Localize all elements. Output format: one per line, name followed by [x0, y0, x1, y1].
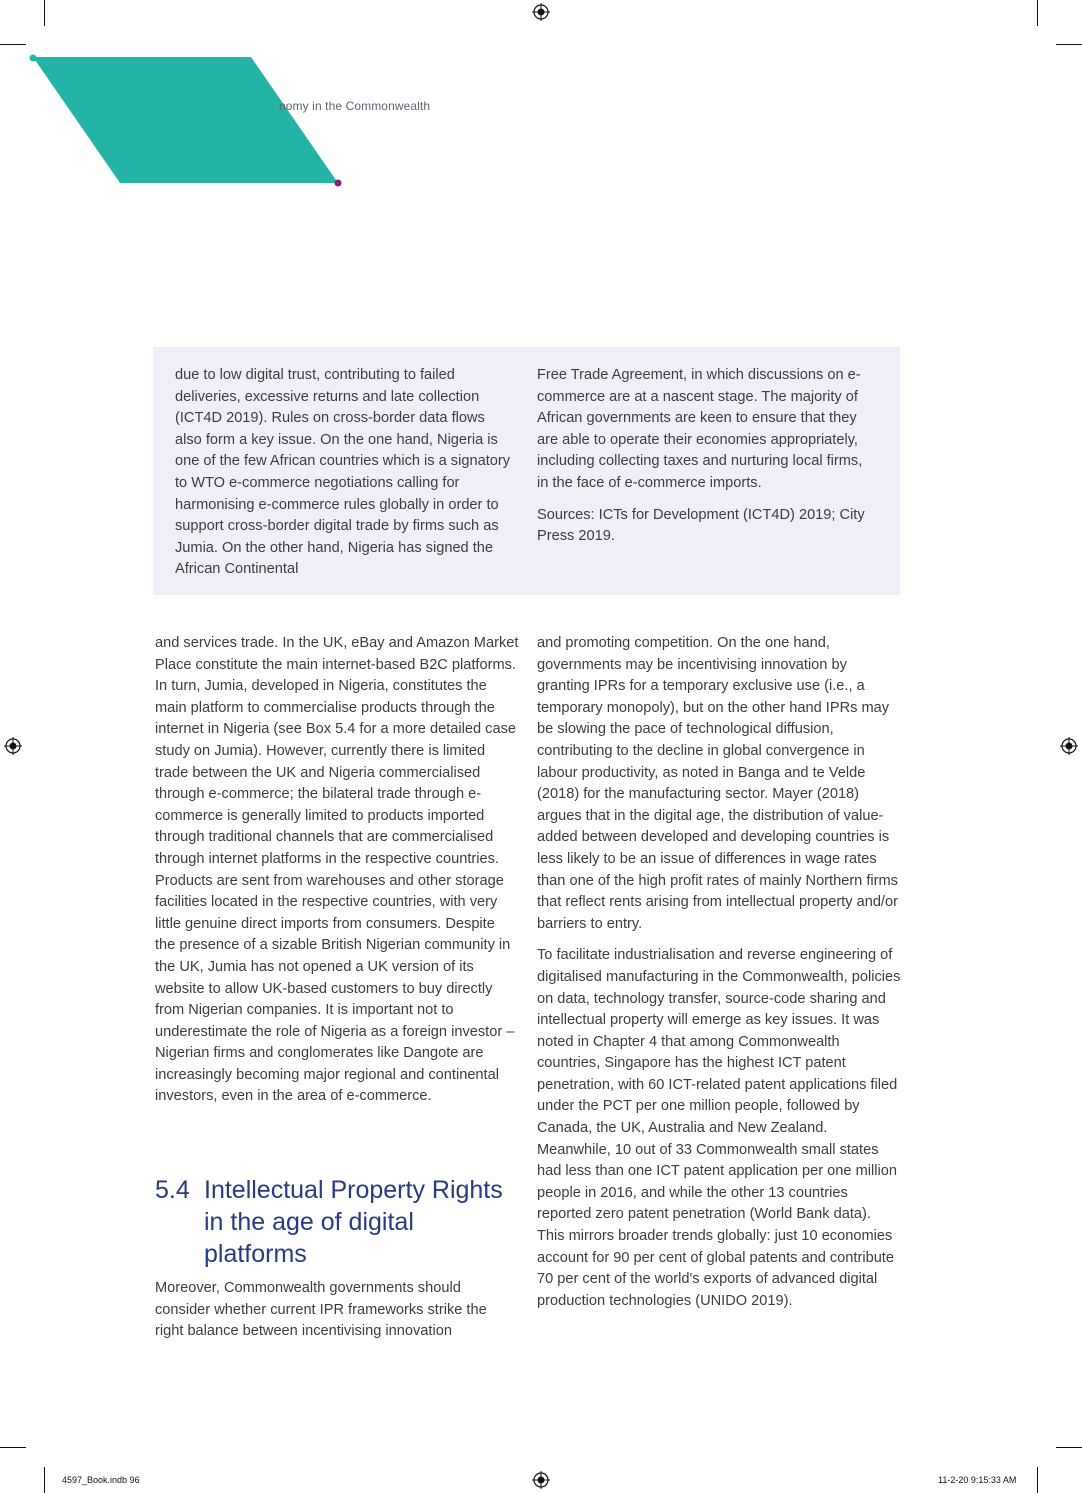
crop-mark	[1037, 0, 1038, 26]
print-timestamp: 11-2-20 9:15:33 AM	[938, 1475, 1017, 1485]
crop-mark	[1056, 1447, 1082, 1448]
body-paragraph: and promoting competition. On the one hand, governments may be incentivising innovation by granting IPRs for a temporary exclusive use (i.e., a temporary monopoly), but on the other hand IPRs may be slowing the pace of technological diffusion, contributing to the decline in global convergence in labour productivity, as noted in Banga and te Velde (2018) for the manufacturing sector. Mayer (2018) argues that in the digital age, the distribution of value-added between developed and developing countries is less likely to be an issue of differences in wage rates than one of the high profit rates of mainly Northern firms that reflect rents arising from intellectual property and/or barriers to entry.	[537, 635, 898, 932]
running-head: nomy in the Commonwealth	[279, 99, 431, 113]
body-right-column	[537, 633, 902, 1322]
crop-mark	[1037, 1467, 1038, 1493]
box-paragraph: Free Trade Agreement, in which discussions on e-commerce are at a nascent stage. The majority of African governments are keen to ensure that they are able to operate their economies appropriately, including collecting taxes and nurturing local firms, in the face of e-commerce imports.	[537, 367, 863, 491]
section-number: 5.4	[155, 1176, 190, 1204]
crop-mark	[1056, 44, 1082, 45]
box-paragraph: due to low digital trust, contributing to failed deliveries, excessive returns and late collection (ICT4D 2019). Rules on cross-border data flows also form a key issue. On the one hand, Nigeria is one of the few African countries which is a signatory to WTO e-commerce negotiations calling for harmonising e-commerce rules globally in order to support cross-border digital trade by firms such as Jumia. On the other hand, Nigeria has signed the African Continental	[175, 367, 511, 578]
crop-mark	[0, 1447, 26, 1448]
file-info: 4597_Book.indb 96	[62, 1475, 140, 1485]
registration-mark-icon	[1060, 737, 1078, 755]
registration-mark-icon	[4, 737, 22, 755]
registration-mark-icon	[532, 3, 550, 21]
body-paragraph: and services trade. In the UK, eBay and Amazon Market Place constitute the main internet-based B2C platforms. In turn, Jumia, developed in Nigeria, constitutes the main platform to commercialise products through the internet in Nigeria (see Box 5.4 for a more detailed case study on Jumia). However, currently there is limited trade between the UK and Nigeria commercialised through e-commerce; the bilateral trade through e-commerce is generally limited to products imported through traditional channels that are commercialised through internet platforms in the respective countries. Products are sent from warehouses and other storage facilities located in the respective countries, with very little genuine direct imports from consumers. Despite the presence of a sizable British Nigerian community in the UK, Jumia has not opened a UK version of its website to allow UK-based customers to buy directly from Nigerian companies. It is important not to underestimate the role of Nigeria as a foreign investor – Nigerian firms and conglomerates like Dangote are increasingly becoming major regional and continental investors, even in the area of e-commerce.	[155, 635, 519, 1105]
body-paragraph: Moreover, Commonwealth governments should consider whether current IPR frameworks strike the right balance between incentivising innovation	[155, 1280, 487, 1340]
registration-mark-icon	[532, 1471, 550, 1489]
body-left-column-lower	[155, 1278, 519, 1353]
body-left-column	[155, 633, 519, 1118]
box-right-column	[537, 365, 867, 558]
box-left-column	[175, 365, 515, 591]
box-sources: Sources: ICTs for Development (ICT4D) 2019; City Press 2019.	[537, 506, 865, 545]
body-paragraph: To facilitate industrialisation and reverse engineering of digitalised manufacturing in the Commonwealth, policies on data, technology transfer, source-code sharing and intellectual property will emerge as key issues. It was noted in Chapter 4 that among Commonwealth countries, Singapore has the highest ICT patent penetration, with 60 ICT-related patent applications filed under the PCT per one million people, followed by Canada, the UK, Australia and New Zealand. Meanwhile, 10 out of 33 Commonwealth small states had less than one ICT patent application per one million people in 2016, and while the other 13 countries reported zero patent penetration (World Bank data). This mirrors broader trends globally: just 10 economies account for 90 per cent of global patents and contribute 70 per cent of the world's exports of advanced digital production technologies (UNIDO 2019).	[537, 947, 901, 1309]
crop-mark	[44, 1467, 45, 1493]
section-title: Intellectual Property Rights in the age of digital platforms	[204, 1176, 503, 1268]
